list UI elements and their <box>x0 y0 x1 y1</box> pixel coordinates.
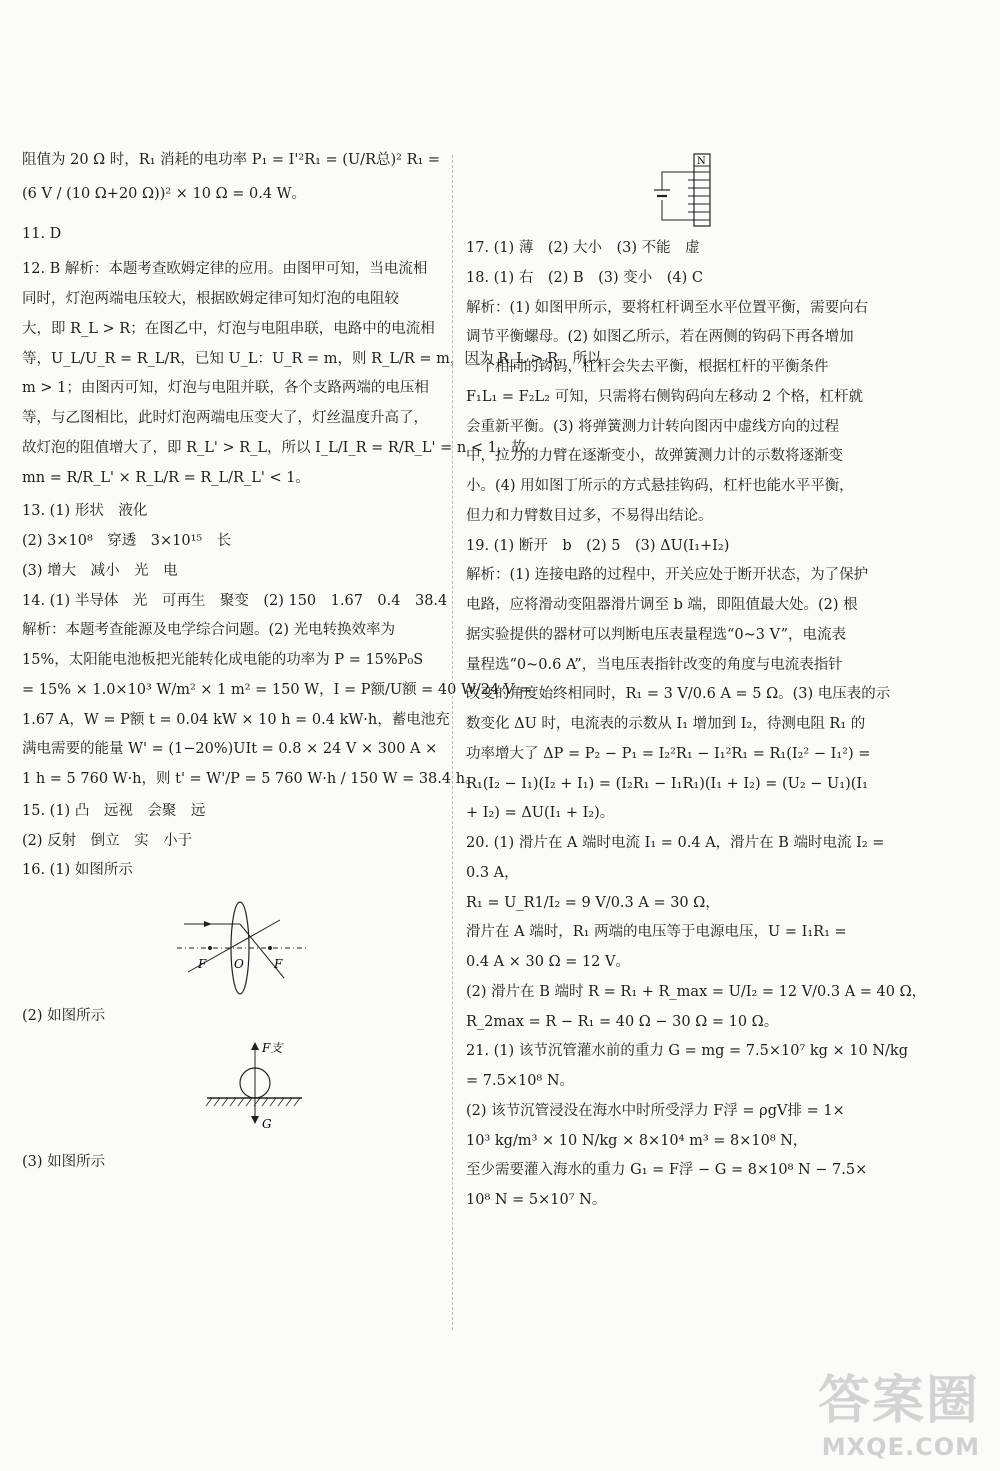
column-divider <box>452 155 453 1330</box>
watermark <box>818 1358 980 1461</box>
left-line: 15%，太阳能电池板把光能转化成电能的功率为 P = 15%P₀S <box>22 652 424 668</box>
left-line: (6 V / (10 Ω+20 Ω))² × 10 Ω = 0.4 W。 <box>22 185 307 202</box>
left-line: m > 1；由图丙可知，灯泡与电阻并联，各个支路两端的电压相 <box>22 380 429 397</box>
right-line: R_2max = R − R₁ = 40 Ω − 30 Ω = 10 Ω。 <box>466 1013 779 1030</box>
left-line: (3) 如图所示 <box>22 1153 106 1170</box>
right-line: 电路，应将滑动变阻器滑片调至 b 端，即阻值最大处。(2) 根 <box>466 597 858 613</box>
watermark-url: MXQE.COM <box>821 1433 980 1461</box>
right-line: 改变的角度始终相同时，R₁ = 3 V/0.6 A = 5 Ω。(3) 电压表的示 <box>466 686 891 703</box>
left-line: 13. (1) 形状 液化 <box>22 503 148 520</box>
left-line: 解析：本题考查能源及电学综合问题。(2) 光电转换效率为 <box>22 622 396 639</box>
left-line: 11. D <box>22 225 62 242</box>
right-line: 数变化 ΔU 时，电流表的示数从 I₁ 增加到 I₂，待测电阻 R₁ 的 <box>466 716 866 732</box>
right-line: 至少需要灌入海水的重力 G₁ = F浮 − G = 8×10⁸ N − 7.5× <box>466 1162 868 1179</box>
left-line: (2) 3×10⁸ 穿透 3×10¹⁵ 长 <box>22 533 232 549</box>
right-line: 会重新平衡。(3) 将弹簧测力计转向图丙中虚线方向的过程 <box>466 418 840 435</box>
right-line: 17. (1) 薄 (2) 大小 (3) 不能 虚 <box>466 240 700 256</box>
right-line: 解析：(1) 如图甲所示，要将杠杆调至水平位置平衡，需要向右 <box>466 299 869 316</box>
right-column <box>466 150 927 1220</box>
lens-center-label: O <box>234 957 244 971</box>
right-line: 滑片在 A 端时，R₁ 两端的电压等于电源电压，U = I₁R₁ = <box>466 924 847 941</box>
right-line: = 7.5×10⁸ N。 <box>466 1073 575 1089</box>
right-line: + I₂) = ΔU(I₁ + I₂)。 <box>466 805 615 822</box>
right-line: 19. (1) 断开 b (2) 5 (3) ΔU(I₁+I₂) <box>466 537 730 554</box>
right-line: 解析：(1) 连接电路的过程中，开关应处于断开状态，为了保护 <box>466 567 869 584</box>
right-line: 小。(4) 用如图丁所示的方式悬挂钩码，杠杆也能水平平衡， <box>466 478 854 494</box>
right-line: R₁(I₂ − I₁)(I₂ + I₁) = (I₂R₁ − I₁R₁)(I₁ + I₂) = (U₂ − U₁)(I₁ <box>466 775 868 792</box>
right-line: 20. (1) 滑片在 A 端时电流 I₁ = 0.4 A，滑片在 B 端时电流 I₂ = <box>466 835 885 851</box>
right-line: 0.4 A × 30 Ω = 12 V。 <box>466 954 630 970</box>
left-figure <box>22 1036 442 1146</box>
left-line: 15. (1) 凸 远视 会聚 远 <box>22 802 206 819</box>
solenoid-diagram <box>466 150 886 232</box>
right-line: 10⁸ N = 5×10⁷ N。 <box>466 1192 607 1208</box>
ball-force-diagram <box>22 1036 442 1146</box>
right-line: 一个相同的钩码，杠杆会失去平衡，根据杠杆的平衡条件 <box>466 359 829 375</box>
right-line: (2) 该节沉管浸没在海水中时所受浮力 F浮 = ρgV排 = 1× <box>466 1102 845 1119</box>
right-line: 18. (1) 右 (2) B (3) 变小 (4) C <box>466 269 704 286</box>
right-figure <box>466 150 886 232</box>
right-line: 但力和力臂数目过多，不易得出结论。 <box>466 507 713 524</box>
left-line: 同时，灯泡两端电压较大，根据欧姆定律可知灯泡的电阻较 <box>22 291 399 307</box>
left-line: 满电需要的能量 W' = (1−20%)UIt = 0.8 × 24 V × 300 A × <box>22 741 438 758</box>
left-line: 等，U_L/U_R = R_L/R，已知 U_L：U_R = m，则 R_L/R = m，因为 R_L > R，所以 <box>22 350 602 367</box>
left-line: 阻值为 20 Ω 时，R₁ 消耗的电功率 P₁ = I'²R₁ = (U/R总)² R₁ = <box>22 152 441 168</box>
right-line: 21. (1) 该节沉管灌水前的重力 G = mg = 7.5×10⁷ kg × 10 N/kg <box>466 1043 908 1060</box>
left-line: 故灯泡的阻值增大了，即 R_L' > R_L，所以 I_L/I_R = R/R_L' = n < 1，故 <box>22 439 526 456</box>
left-line: (3) 增大 减小 光 电 <box>22 562 178 579</box>
left-line: 16. (1) 如图所示 <box>22 862 133 879</box>
left-line: (2) 如图所示 <box>22 1008 106 1024</box>
watermark-logo: 答案圈 <box>817 1371 980 1431</box>
support-force-label: F支 <box>262 1040 283 1055</box>
lens-diagram <box>22 890 442 1000</box>
right-line: 0.3 A， <box>466 864 519 881</box>
right-line: 10³ kg/m³ × 10 N/kg × 8×10⁴ m³ = 8×10⁸ N， <box>466 1132 808 1149</box>
left-line: 大，即 R_L > R；在图乙中，灯泡与电阻串联，电路中的电流相 <box>22 320 435 337</box>
left-line: 12. B 解析：本题考查欧姆定律的应用。由图甲可知，当电流相 <box>22 261 428 278</box>
coil-pole-label: N <box>697 156 706 167</box>
left-line: (2) 反射 倒立 实 小于 <box>22 832 193 849</box>
gravity-label: G <box>262 1116 272 1131</box>
right-line: F₁L₁ = F₂L₂ 可知，只需将右侧钩码向左移动 2 个格，杠杆就 <box>466 388 864 405</box>
lens-focus-left-label: F <box>198 957 207 971</box>
right-line: 功率增大了 ΔP = P₂ − P₁ = I₂²R₁ − I₁²R₁ = R₁(I₂² − I₁²) = <box>466 745 871 762</box>
left-line: 1 h = 5 760 W·h，则 t' = W'/P = 5 760 W·h / 150 W = 38.4 h。 <box>22 771 480 787</box>
left-line: mn = R/R_L' × R_L/R = R_L/R_L' < 1。 <box>22 469 310 486</box>
left-figure <box>22 890 442 1000</box>
right-line: R₁ = U_R1/I₂ = 9 V/0.3 A = 30 Ω， <box>466 894 720 911</box>
left-line: 等，与乙图相比，此时灯泡两端电压变大了，灯丝温度升高了， <box>22 410 428 426</box>
left-line: = 15% × 1.0×10³ W/m² × 1 m² = 150 W，I = P额/U额 = 40 W/24 V = <box>22 681 532 698</box>
right-line: 调节平衡螺母。(2) 如图乙所示，若在两侧的钩码下再各增加 <box>466 329 854 346</box>
left-line: 1.67 A，W = P额 t = 0.04 kW × 10 h = 0.4 kW·h，蓄电池充 <box>22 711 450 728</box>
right-line: (2) 滑片在 B 端时 R = R₁ + R_max = U/I₂ = 12 V/0.3 A = 40 Ω， <box>466 983 927 1000</box>
right-line: 据实验提供的器材可以判断电压表量程选“0~3 V”，电流表 <box>466 626 847 643</box>
right-line: 中，拉力的力臂在逐渐变小，故弹簧测力计的示数将逐渐变 <box>466 448 843 465</box>
left-line: 14. (1) 半导体 光 可再生 聚变 (2) 150 1.67 0.4 38.4 <box>22 592 448 609</box>
lens-focus-right-label: F <box>274 957 283 971</box>
right-line: 量程选“0~0.6 A”，当电压表指针改变的角度与电流表指针 <box>466 656 843 673</box>
